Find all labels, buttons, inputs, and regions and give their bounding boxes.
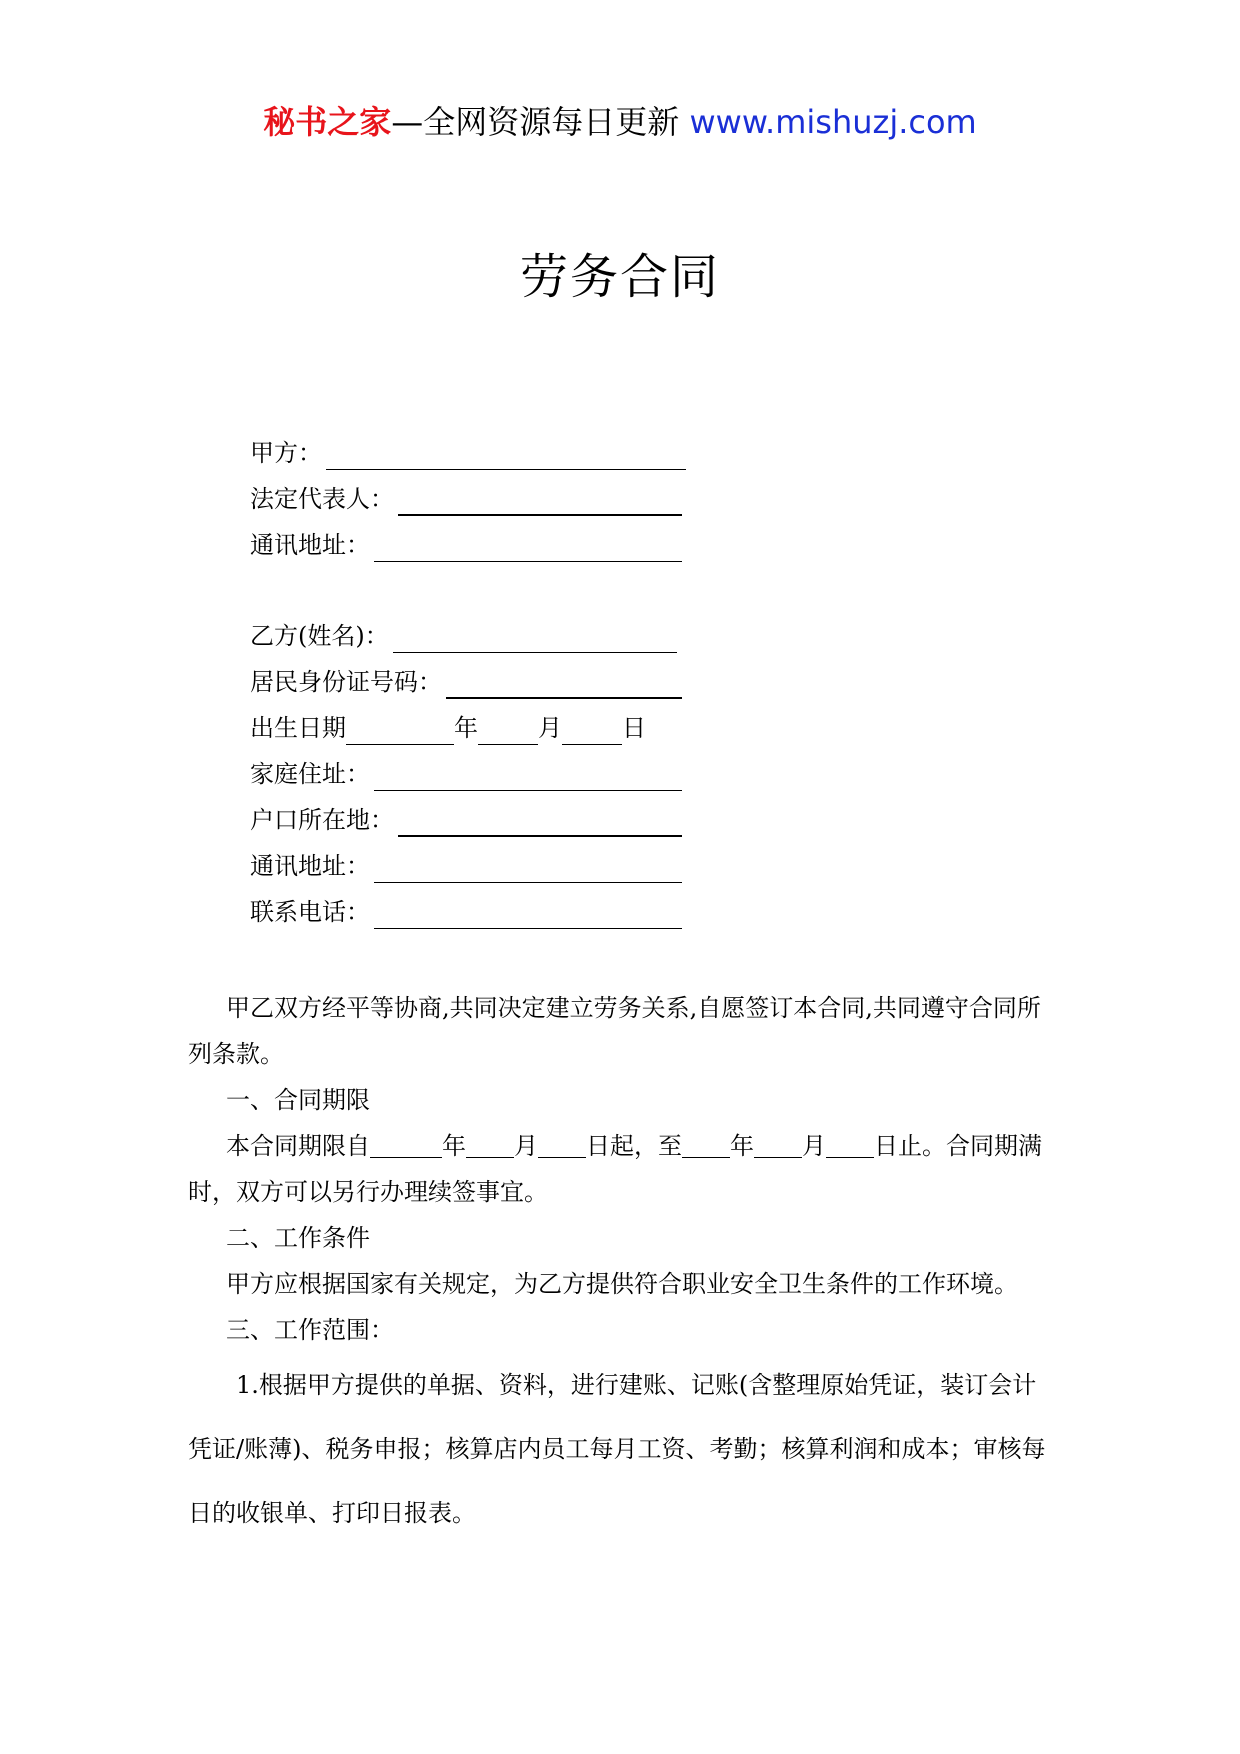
term-end-year-blank[interactable] [682, 1133, 730, 1158]
party-b-address-field [250, 849, 682, 883]
term-start-day-blank[interactable] [538, 1133, 586, 1158]
party-a-address-blank[interactable] [374, 535, 682, 562]
party-b-phone-label: 联系电话： [250, 898, 370, 926]
party-b-hukou-label: 户口所在地： [250, 806, 394, 834]
term-year-unit: 年 [442, 1132, 466, 1160]
contract-body [188, 985, 1058, 1545]
party-a-rep-label: 法定代表人： [250, 485, 394, 513]
party-a-rep-field [250, 482, 682, 516]
party-a-name-field [250, 436, 686, 470]
conditions-heading: 二、工作条件 [226, 1224, 370, 1252]
party-a-address-field [250, 528, 682, 562]
party-b-home-field [250, 757, 682, 791]
term-start-year-blank[interactable] [370, 1133, 442, 1158]
term-paragraph [188, 1123, 1058, 1215]
document-title: 劳务合同 [519, 249, 720, 305]
party-b-phone-blank[interactable] [374, 902, 682, 929]
dob-day-unit: 日 [622, 714, 646, 742]
dob-year-unit: 年 [454, 714, 478, 742]
party-b-dob-label: 出生日期 [250, 714, 346, 742]
term-from-text: 日起，至 [586, 1132, 682, 1160]
dob-year-blank[interactable] [346, 718, 454, 745]
party-b-id-field [250, 665, 682, 699]
term-year2-unit: 年 [730, 1132, 754, 1160]
party-b-name-blank[interactable] [393, 626, 677, 653]
party-a-name-label: 甲方： [250, 439, 322, 467]
party-b-phone-field [250, 895, 682, 929]
dob-month-unit: 月 [538, 714, 562, 742]
term-to-text: 日止。合同期满时，双方可以另行办理续签事宜。 [188, 1132, 1042, 1206]
term-end-day-blank[interactable] [826, 1133, 874, 1158]
party-b-address-label: 通讯地址： [250, 852, 370, 880]
party-b-id-blank[interactable] [446, 671, 682, 699]
term-end-month-blank[interactable] [754, 1133, 802, 1158]
party-b-home-label: 家庭住址： [250, 760, 370, 788]
party-b-home-blank[interactable] [374, 764, 682, 791]
party-b-address-blank[interactable] [374, 856, 682, 883]
party-a-rep-blank[interactable] [398, 488, 682, 516]
scope-heading: 三、工作范围： [226, 1316, 394, 1344]
site-banner [0, 100, 1240, 144]
term-heading: 一、合同期限 [226, 1086, 370, 1114]
term-start-month-blank[interactable] [466, 1133, 514, 1158]
party-b-hukou-blank[interactable] [398, 809, 682, 837]
party-b-name-field [250, 619, 677, 653]
conditions-paragraph: 甲方应根据国家有关规定，为乙方提供符合职业安全卫生条件的工作环境。 [226, 1270, 1018, 1298]
party-b-id-label: 居民身份证号码： [250, 668, 442, 696]
intro-paragraph: 甲乙双方经平等协商,共同决定建立劳务关系,自愿签订本合同,共同遵守合同所列条款。 [188, 994, 1041, 1068]
party-b-hukou-field [250, 803, 682, 837]
banner-url[interactable]: www.mishuzj.com [689, 103, 977, 141]
party-b-name-label: 乙方(姓名)： [250, 622, 389, 650]
scope-item-1: 1.根据甲方提供的单据、资料，进行建账、记账(含整理原始凭证，装订会计凭证/账薄)、税务申报；核算店内员工每月工资、考勤；核算利润和成本；审核每日的收银单、打印日报表。 [188, 1371, 1046, 1527]
party-a-address-label: 通讯地址： [250, 531, 370, 559]
dob-month-blank[interactable] [478, 718, 538, 745]
dob-day-blank[interactable] [562, 718, 622, 745]
party-a-name-blank[interactable] [326, 443, 686, 470]
party-b-dob-field [250, 711, 646, 745]
term-text-start: 本合同期限自 [226, 1132, 370, 1160]
banner-brand: 秘书之家 [263, 103, 392, 141]
term-month-unit: 月 [514, 1132, 538, 1160]
term-month2-unit: 月 [802, 1132, 826, 1160]
banner-slogan: —全网资源每日更新 [391, 103, 680, 141]
